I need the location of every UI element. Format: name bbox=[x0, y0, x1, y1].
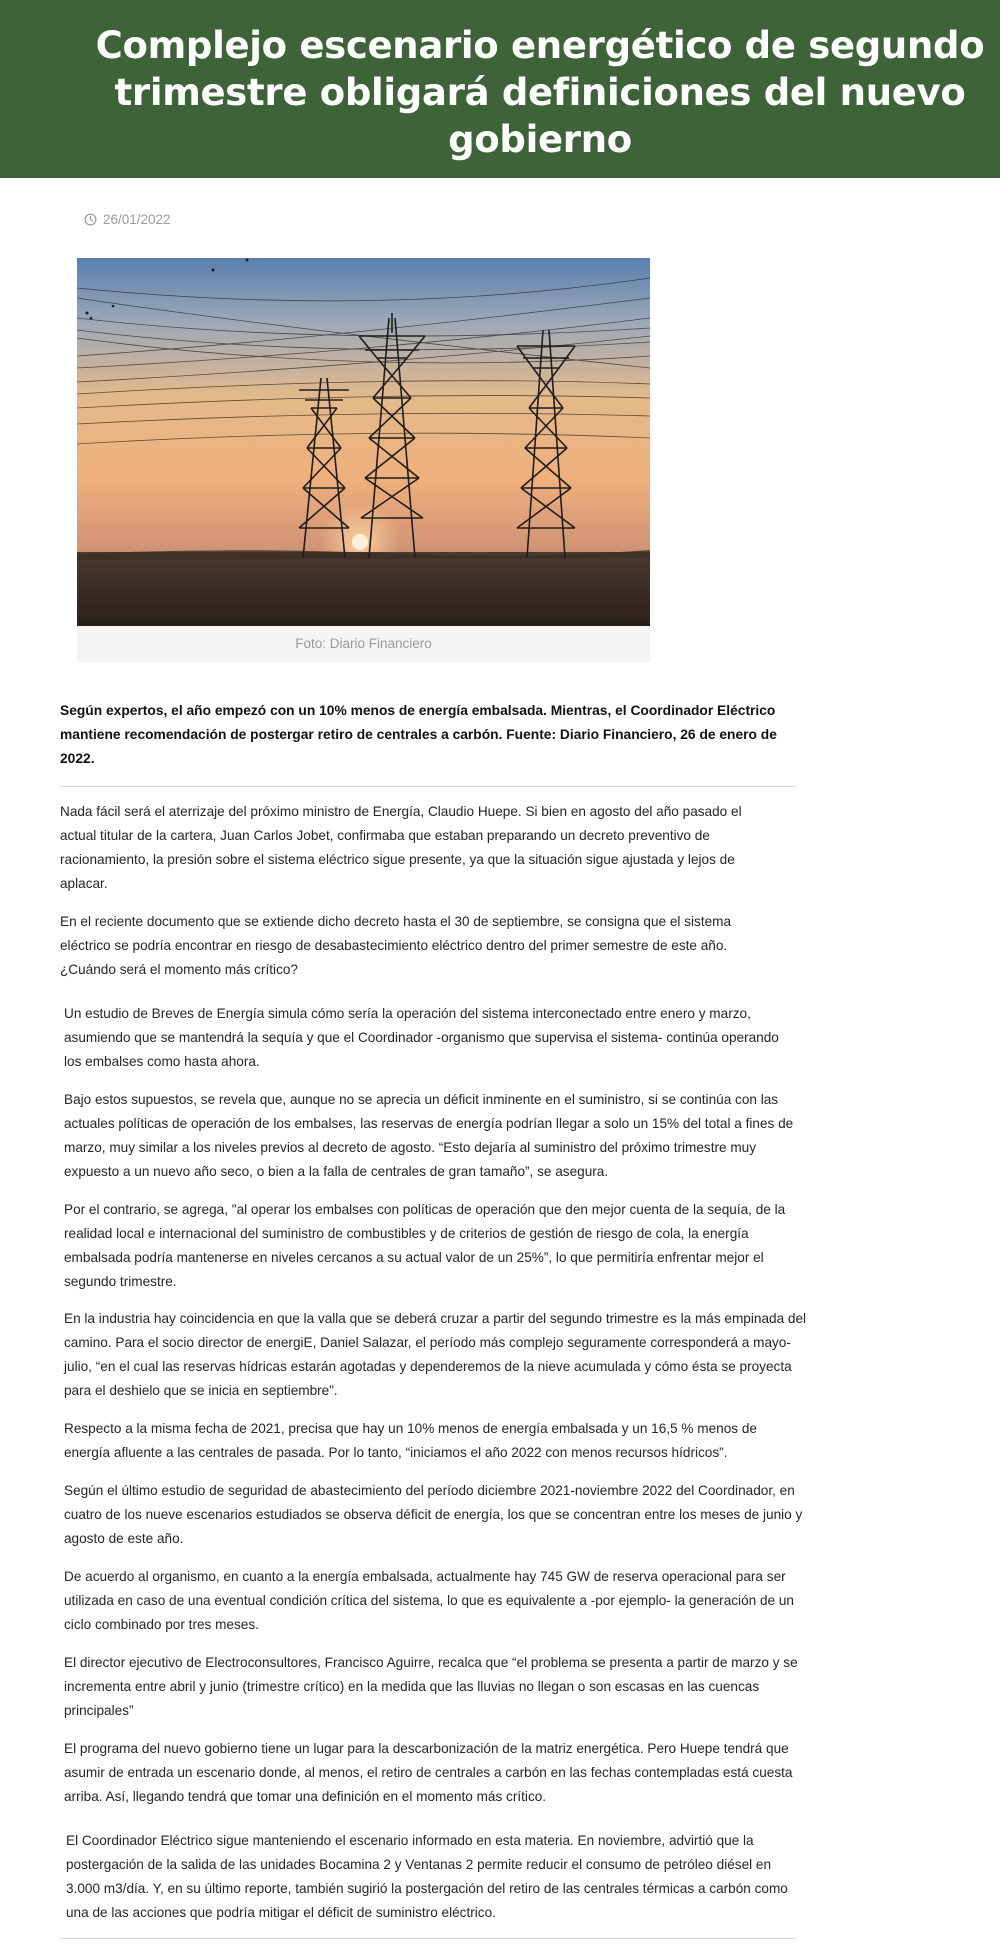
title-banner bbox=[0, 0, 1000, 178]
paragraph: De acuerdo al organismo, en cuanto a la energía embalsada, actualmente hay 745 GW de reserva operacional para ser utilizada en caso de una eventual condición crítica del sistema, lo que es equivalente a -por ejemplo- la generación de un ciclo combinado por tres meses. bbox=[64, 1569, 794, 1632]
page-title: Complejo escenario energético de segundo trimestre obligará definiciones del nuevo gobierno bbox=[95, 24, 985, 161]
paragraph: El programa del nuevo gobierno tiene un lugar para la descarbonización de la matriz energética. Pero Huepe tendrá que asumir de entrada un escenario donde, al menos, el retiro de centrales a carbón en las fechas contempladas está cuesta arriba. Así, llegando tendrá que tomar una definición en el momento más crítico. bbox=[64, 1741, 793, 1804]
publish-date-text: 26/01/2022 bbox=[103, 211, 171, 227]
title-banner-underline bbox=[0, 174, 748, 178]
photo-caption: Foto: Diario Financiero bbox=[77, 626, 650, 662]
article-lead: Según expertos, el año empezó con un 10% menos de energía embalsada. Mientras, el Coordinador Eléctrico mantiene recomendación de postergar retiro de centrales a carbón. Fuente: Diario Financiero, 26 de enero de 2022. bbox=[60, 703, 777, 766]
footer-divider bbox=[60, 1938, 796, 1939]
publish-date bbox=[84, 209, 171, 229]
paragraph: El director ejecutivo de Electroconsultores, Francisco Aguirre, recalca que “el problema se presenta a partir de marzo y se incrementa entre abril y junio (trimestre crítico) en la medida que las lluvias no llegan o son escasas en las cuencas principales” bbox=[64, 1655, 798, 1718]
clock-icon bbox=[84, 213, 97, 226]
paragraph: En la industria hay coincidencia en que la valla que se deberá cruzar a partir del segundo trimestre es la más empinada del camino. Para el socio director de energiE, Daniel Salazar, el período más complejo seguramente corresponderá a mayo-julio, “en el cual las reservas hídricas estarán agotadas y dependeremos de la nieve acumulada y cómo ésta se proyecta para el deshielo que se inicia en septiembre”. bbox=[64, 1311, 807, 1398]
paragraph: Según el último estudio de seguridad de abastecimiento del período diciembre 2021-noviembre 2022 del Coordinador, en cuatro de los nueve escenarios estudiados se observa déficit de energía, los que se concentran entre los meses de junio y agosto de este año. bbox=[64, 1483, 803, 1546]
paragraph: El Coordinador Eléctrico sigue manteniendo el escenario informado en esta materia. En noviembre, advirtió que la postergación de la salida de las unidades Bocamina 2 y Ventanas 2 permite reducir el consumo de petróleo diésel en 3.000 m3/día. Y, en su último reporte, también sugirió la postergación del retiro de las centrales térmicas a carbón como una de las acciones que podría mitigar el déficit de suministro eléctrico. bbox=[66, 1833, 788, 1920]
power-towers-sunset-photo bbox=[77, 258, 650, 626]
paragraph: Nada fácil será el aterrizaje del próximo ministro de Energía, Claudio Huepe. Si bien en agosto del año pasado el actual titular de la cartera, Juan Carlos Jobet, confirmaba que estaban preparando un decreto preventivo de racionamiento, la presión sobre el sistema eléctrico sigue presente, ya que la situación sigue ajustada y lejos de aplacar. bbox=[60, 804, 742, 891]
paragraph: Por el contrario, se agrega, "al operar los embalses con políticas de operación que den mejor cuenta de la sequía, de la realidad local e internacional del suministro de combustibles y de criterios de gestión de riesgo de cola, la energía embalsada podría mantenerse en niveles cercanos a su actual valor de un 25%”, lo que permitiría enfrentar mejor el segundo trimestre. bbox=[64, 1202, 786, 1289]
paragraph: Un estudio de Breves de Energía simula cómo sería la operación del sistema interconectado entre enero y marzo, asumiendo que se mantendrá la sequía y que el Coordinador -organismo que supervisa el sistema- continúa operando los embalses como hasta ahora. bbox=[64, 1006, 779, 1069]
paragraph: Respecto a la misma fecha de 2021, precisa que hay un 10% menos de energía embalsada y un 16,5 % menos de energía afluente a las centrales de pasada. Por lo tanto, “iniciamos el año 2022 con menos recursos hídricos”. bbox=[64, 1421, 757, 1460]
paragraph: En el reciente documento que se extiende dicho decreto hasta el 30 de septiembre, se consigna que el sistema eléctrico se podría encontrar en riesgo de desabastecimiento eléctrico dentro del primer semestre de este año. ¿Cuándo será el momento más crítico? bbox=[60, 914, 732, 977]
paragraph: Bajo estos supuestos, se revela que, aunque no se aprecia un déficit inminente en el suministro, si se continúa con las actuales políticas de operación de los embalses, las reservas de energía podrían llegar a solo un 15% del total a fines de marzo, muy similar a los niveles previos al decreto de agosto. “Esto dejaría al suministro del próximo trimestre muy expuesto a un nuevo año seco, o bien a la falla de centrales de gran tamaño”, se asegura. bbox=[64, 1092, 794, 1179]
article-figure bbox=[77, 258, 650, 662]
lead-divider bbox=[60, 786, 796, 787]
